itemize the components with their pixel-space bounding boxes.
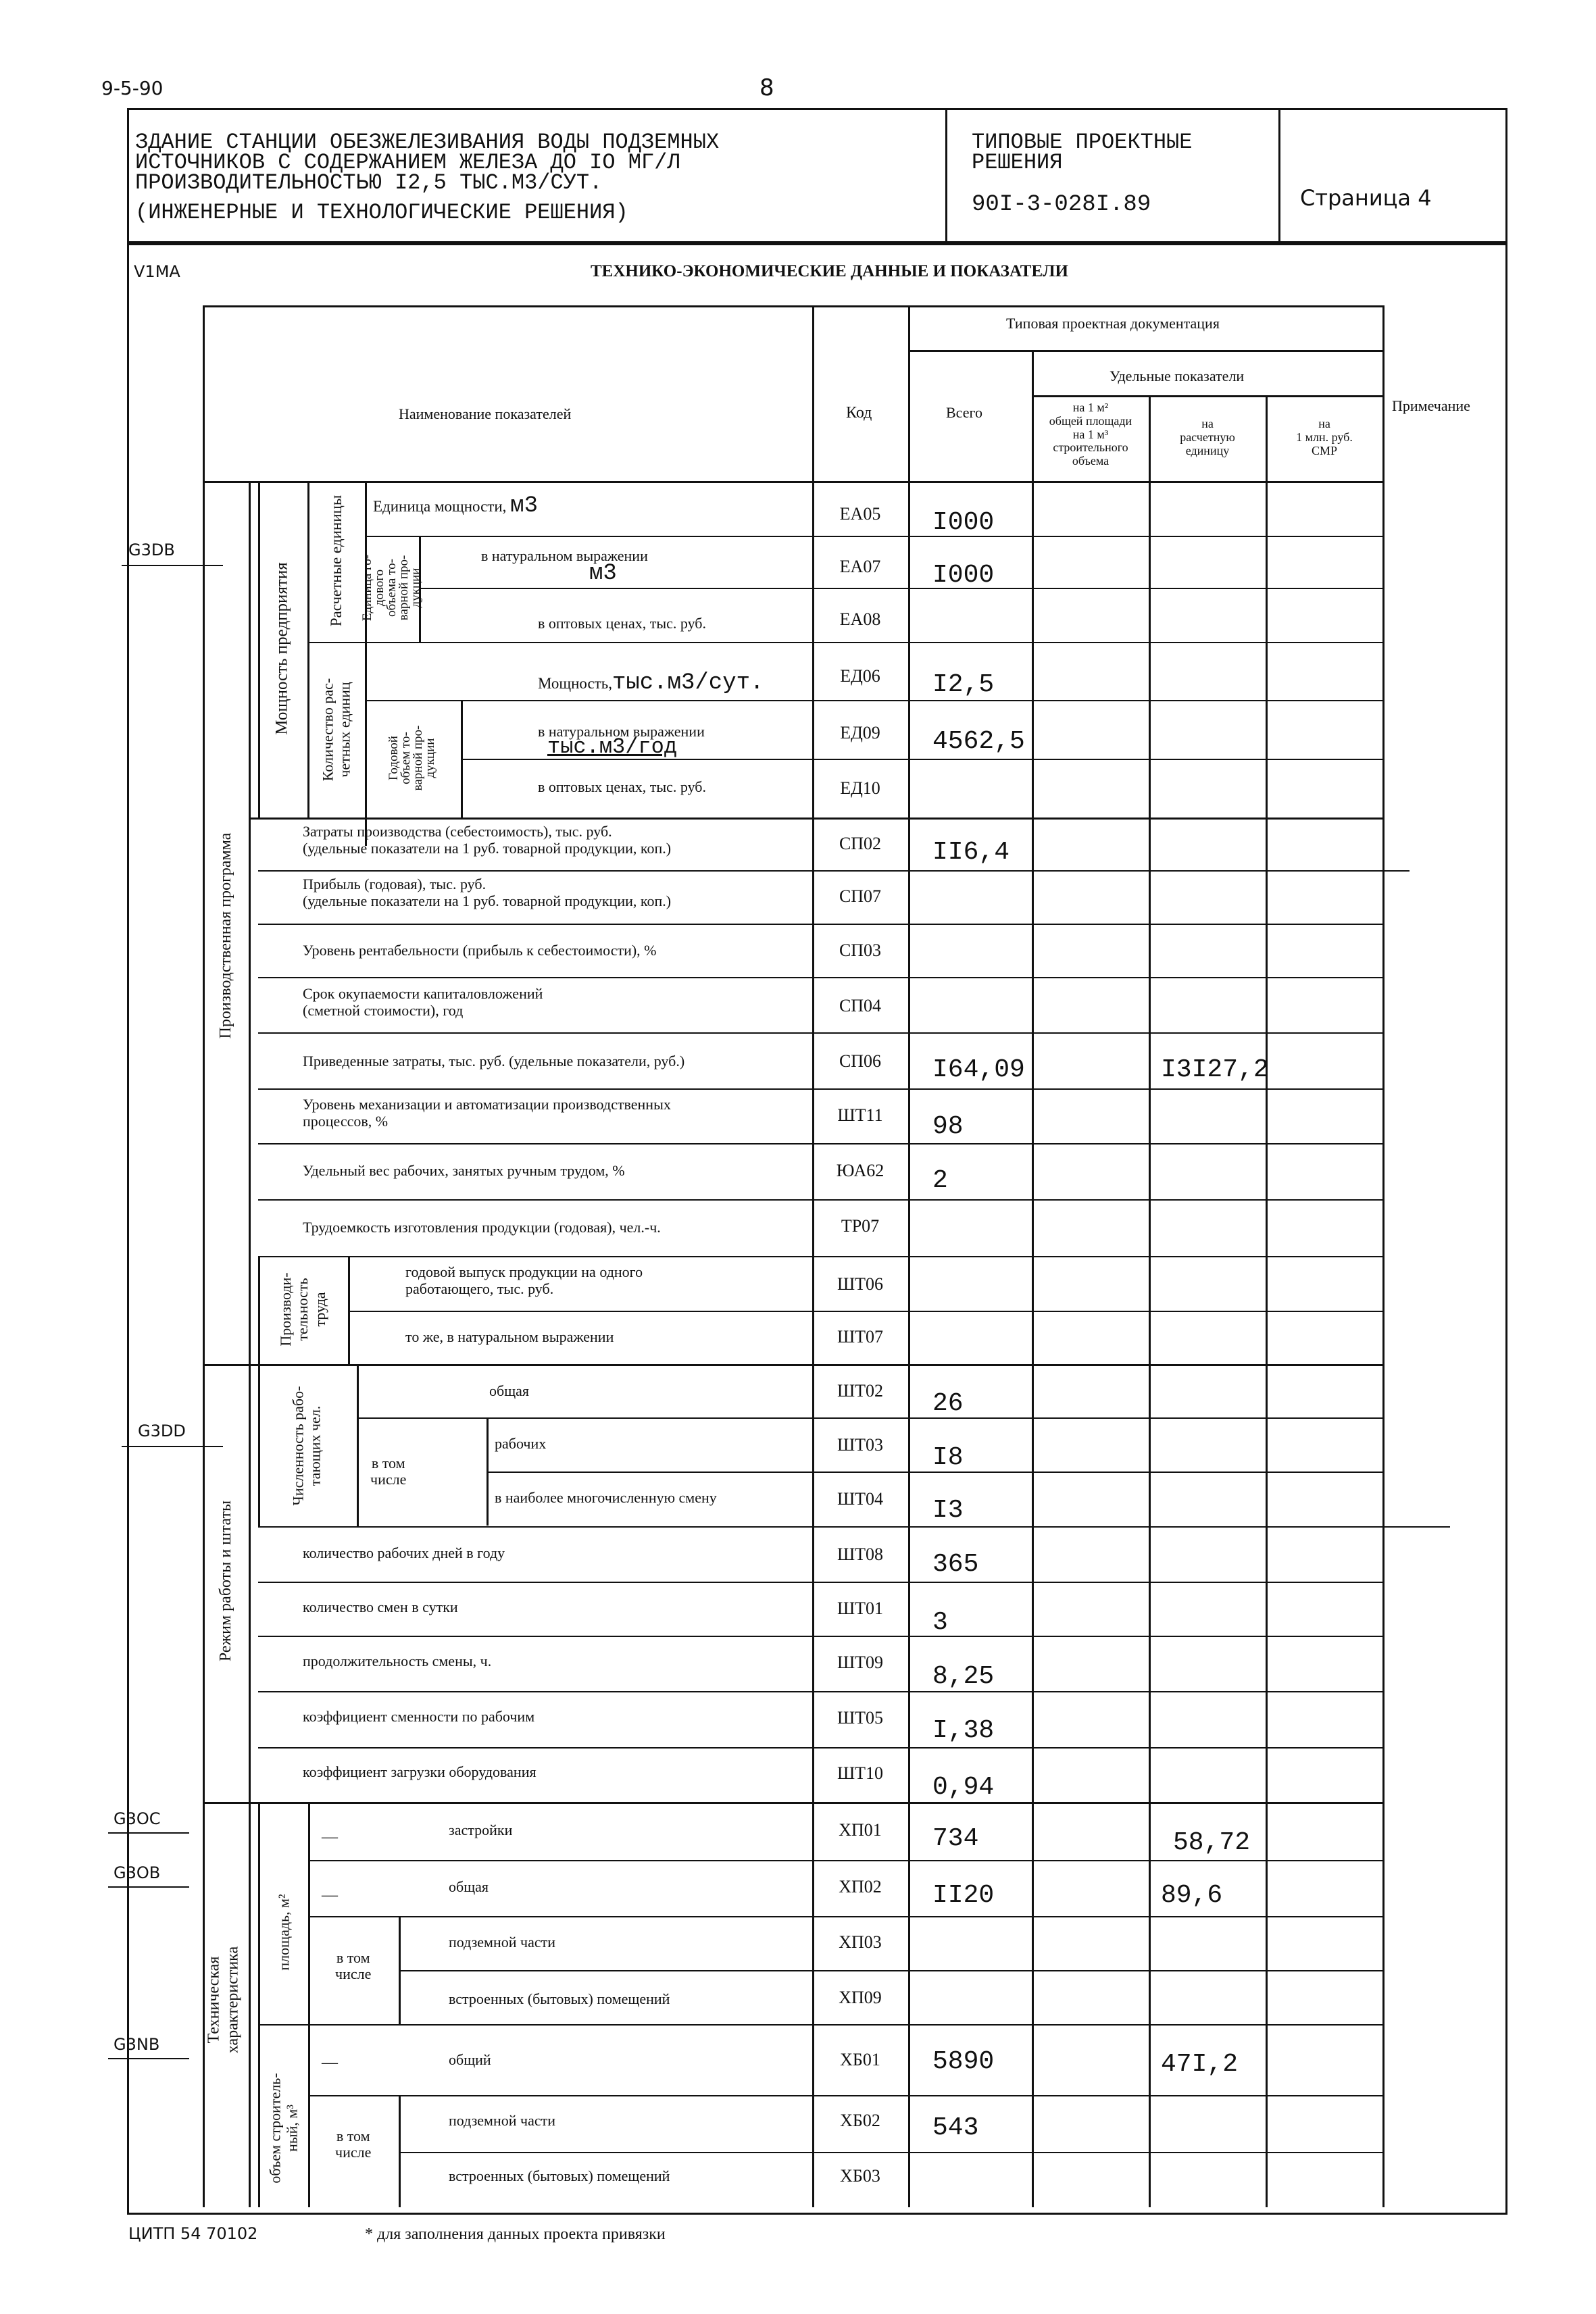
row-total: I8 xyxy=(932,1443,964,1472)
footer-note: * для заполнения данных проекта привязки xyxy=(365,2225,666,2243)
row-total: 5890 xyxy=(932,2047,995,2076)
row-code: ХБ03 xyxy=(840,2166,880,2186)
group-production-program: Производственная программа xyxy=(217,832,235,1039)
including-label-area: в том числе xyxy=(335,1949,372,1982)
row-per-unit: 47I,2 xyxy=(1161,2050,1239,2079)
document-code: 90I-3-028I.89 xyxy=(972,192,1151,218)
row-label: Затраты производства (себестоимость), тыс. руб. (удельные показатели на 1 руб. товарной продукции, коп.) xyxy=(303,823,672,857)
row-code: ТР07 xyxy=(841,1216,880,1236)
header-note: Примечание xyxy=(1392,397,1470,414)
row-total: I,38 xyxy=(932,1716,995,1745)
row-code: СП03 xyxy=(839,940,882,960)
row-unit: тыс.м3/год xyxy=(547,734,678,759)
header-per-mln: на 1 млн. руб. СМР xyxy=(1296,417,1353,457)
row-label: Срок окупаемости капиталовложений (сметной стоимости), год xyxy=(303,985,543,1020)
row-per-unit: 58,72 xyxy=(1173,1828,1251,1857)
including-label-headcount: в том числе xyxy=(370,1455,407,1488)
row-total: II6,4 xyxy=(932,838,1010,867)
row-total: 734 xyxy=(932,1824,979,1853)
row-total: 3 xyxy=(932,1608,948,1637)
row-label: в оптовых ценах, тыс. руб. xyxy=(538,778,707,795)
row-label: общий xyxy=(449,2051,491,2068)
row-label: подземной части xyxy=(449,1934,556,1951)
row-code: ШТ01 xyxy=(837,1599,884,1618)
row-code: ШТ04 xyxy=(837,1489,884,1509)
row-label: Прибыль (годовая), тыс. руб. (удельные показатели на 1 руб. товарной продукции, коп.) xyxy=(303,876,672,910)
header-name: Наименование показателей xyxy=(399,405,572,422)
including-label-volume: в том числе xyxy=(335,2128,372,2161)
group-tech: Техническая характеристика xyxy=(205,1946,241,2054)
row-code: ШТ10 xyxy=(837,1763,884,1783)
header-per-unit: на расчетную единицу xyxy=(1180,417,1235,457)
header-total: Всего xyxy=(946,404,982,421)
row-label: Удельный вес рабочих, занятых ручным трудом, % xyxy=(303,1162,625,1179)
row-total: I64,09 xyxy=(932,1055,1025,1084)
row-code: ШТ07 xyxy=(837,1327,884,1347)
row-label: в натуральном выражении xyxy=(538,723,705,740)
row-code: СП06 xyxy=(839,1051,882,1071)
row-code: ЕД10 xyxy=(840,778,880,798)
row-label: Уровень рентабельности (прибыль к себестоимости), % xyxy=(303,942,657,959)
row-code: ШТ02 xyxy=(837,1381,884,1401)
group-capacity: Мощность предприятия xyxy=(272,562,291,735)
row-label: коэффициент загрузки оборудования xyxy=(303,1763,537,1780)
page-number: 8 xyxy=(759,74,774,101)
row-label: рабочих xyxy=(495,1435,547,1452)
row-code: ШТ05 xyxy=(837,1708,884,1728)
row-label: в наиболее многочисленную смену xyxy=(495,1489,717,1506)
dash-marker: — xyxy=(322,1886,338,1904)
row-label: Приведенные затраты, тыс. руб. (удельные показатели, руб.) xyxy=(303,1053,685,1070)
row-label: продолжительность смены, ч. xyxy=(303,1653,492,1669)
side-code-g3nb: G3NB xyxy=(114,2035,160,2054)
row-label: Трудоемкость изготовления продукции (годовая), чел.-ч. xyxy=(303,1219,661,1236)
row-label: в натуральном выражении xyxy=(481,547,648,564)
header-per-m2: на 1 м² общей площади на 1 м³ строительного объема xyxy=(1049,401,1132,468)
row-code: ЕА07 xyxy=(839,557,881,576)
group-count-units: Количество рас- четных единиц xyxy=(319,678,353,782)
section-code: V1MA xyxy=(134,262,180,281)
row-code: ШТ11 xyxy=(837,1105,883,1125)
row-code: СП07 xyxy=(839,886,882,906)
row-total: 365 xyxy=(932,1550,979,1579)
row-code: ШТ06 xyxy=(837,1274,884,1294)
row-code: ЮА62 xyxy=(836,1161,884,1180)
side-code-g3db: G3DB xyxy=(128,540,175,559)
group-volume: объем строитель- ный, м³ xyxy=(266,2073,301,2184)
group-productivity: Производи- тельность труда xyxy=(277,1272,328,1347)
row-code: ХП02 xyxy=(839,1877,882,1896)
row-label: застройки xyxy=(449,1821,513,1838)
row-label: встроенных (бытовых) помещений xyxy=(449,2167,670,2184)
row-total: I000 xyxy=(932,508,995,537)
page-label: Страница 4 xyxy=(1300,185,1432,211)
row-code: ШТ09 xyxy=(837,1653,884,1672)
row-label: подземной части xyxy=(449,2112,556,2129)
group-annual-volume: Годовой объем то- варной про- дукции xyxy=(386,725,437,791)
row-code: ЕД09 xyxy=(840,723,880,743)
footer-code: ЦИТП 54 70102 xyxy=(128,2224,258,2243)
header-code: Код xyxy=(846,404,872,422)
row-label: то же, в натуральном выражении xyxy=(405,1328,614,1345)
row-total: 4562,5 xyxy=(932,727,1025,756)
row-code: ХП03 xyxy=(839,1932,882,1952)
row-total: I2,5 xyxy=(932,670,995,699)
row-code: ХП09 xyxy=(839,1988,882,2007)
side-code-g3dd: G3DD xyxy=(138,1422,186,1440)
group-area: площадь, м² xyxy=(275,1894,293,1971)
group-calc-units: Расчетные единицы xyxy=(327,495,345,627)
row-total: 8,25 xyxy=(932,1662,995,1691)
side-code-g3oc: G3OC xyxy=(114,1809,161,1828)
row-total: 26 xyxy=(932,1389,964,1418)
row-unit: м3 xyxy=(589,561,617,586)
row-label: Мощность,тыс.м3/сут. xyxy=(538,670,764,696)
group-work-mode: Режим работы и штаты xyxy=(217,1500,235,1662)
row-code: ЕА08 xyxy=(839,609,881,629)
row-label: Уровень механизации и автоматизации производственных процессов, % xyxy=(303,1096,671,1130)
row-total: II20 xyxy=(932,1881,995,1910)
row-total: 2 xyxy=(932,1166,948,1195)
header-specific: Удельные показатели xyxy=(1109,368,1245,384)
row-label: количество рабочих дней в году xyxy=(303,1544,505,1561)
group-annual-unit: Единица го- дового объема то- варной про- дукции xyxy=(360,554,423,622)
row-label: общая xyxy=(449,1878,489,1895)
row-code: ХБ01 xyxy=(840,2050,880,2069)
row-label: общая xyxy=(489,1382,530,1399)
row-label: коэффициент сменности по рабочим xyxy=(303,1708,535,1725)
row-label: годовой выпуск продукции на одного работающего, тыс. руб. xyxy=(405,1263,643,1298)
row-code: ЕД06 xyxy=(840,666,880,686)
row-total: 0,94 xyxy=(932,1773,995,1802)
row-label: в оптовых ценах, тыс. руб. xyxy=(538,615,707,632)
row-code: ХП01 xyxy=(839,1820,882,1840)
side-code-g3ob: G3OB xyxy=(114,1863,161,1882)
row-code: ЕА05 xyxy=(839,504,881,524)
row-code: ХБ02 xyxy=(840,2111,880,2130)
row-code: ШТ08 xyxy=(837,1544,884,1564)
row-per-unit: I3I27,2 xyxy=(1161,1055,1269,1084)
row-total: 98 xyxy=(932,1112,964,1141)
row-label: количество смен в сутки xyxy=(303,1599,458,1615)
row-total: I3 xyxy=(932,1496,964,1525)
row-label: Единица мощности, м3 xyxy=(373,493,538,519)
row-label: встроенных (бытовых) помещений xyxy=(449,1990,670,2007)
row-code: СП02 xyxy=(839,834,882,853)
group-headcount: Численность рабо- тающих чел. xyxy=(289,1386,324,1506)
dash-marker: — xyxy=(322,2054,338,2071)
print-date: 9-5-90 xyxy=(101,77,164,99)
section-title: ТЕХНИКО-ЭКОНОМИЧЕСКИЕ ДАННЫЕ И ПОКАЗАТЕЛИ xyxy=(591,262,1068,280)
row-per-unit: 89,6 xyxy=(1161,1881,1223,1910)
row-total: I000 xyxy=(932,561,995,590)
dash-marker: — xyxy=(322,1828,338,1846)
document-title: ЗДАНИЕ СТАНЦИИ ОБЕЗЖЕЛЕЗИВАНИЯ ВОДЫ ПОДЗЕМНЫХ ИСТОЧНИКОВ С СОДЕРЖАНИЕМ ЖЕЛЕЗА ДО IO МГ/Л ПРОИЗВОДИТЕЛЬНОСТЬЮ I2,5 ТЫС.М3/СУТ. (ИНЖЕНЕРНЫЕ И ТЕХНОЛОГИЧЕСКИЕ РЕШЕНИЯ) xyxy=(135,130,720,225)
row-total: 543 xyxy=(932,2113,979,2142)
type-label: ТИПОВЫЕ ПРОЕКТНЫЕ РЕШЕНИЯ xyxy=(972,130,1193,175)
header-typical-docs: Типовая проектная документация xyxy=(1006,315,1220,332)
row-code: СП04 xyxy=(839,996,882,1015)
row-code: ШТ03 xyxy=(837,1435,884,1455)
